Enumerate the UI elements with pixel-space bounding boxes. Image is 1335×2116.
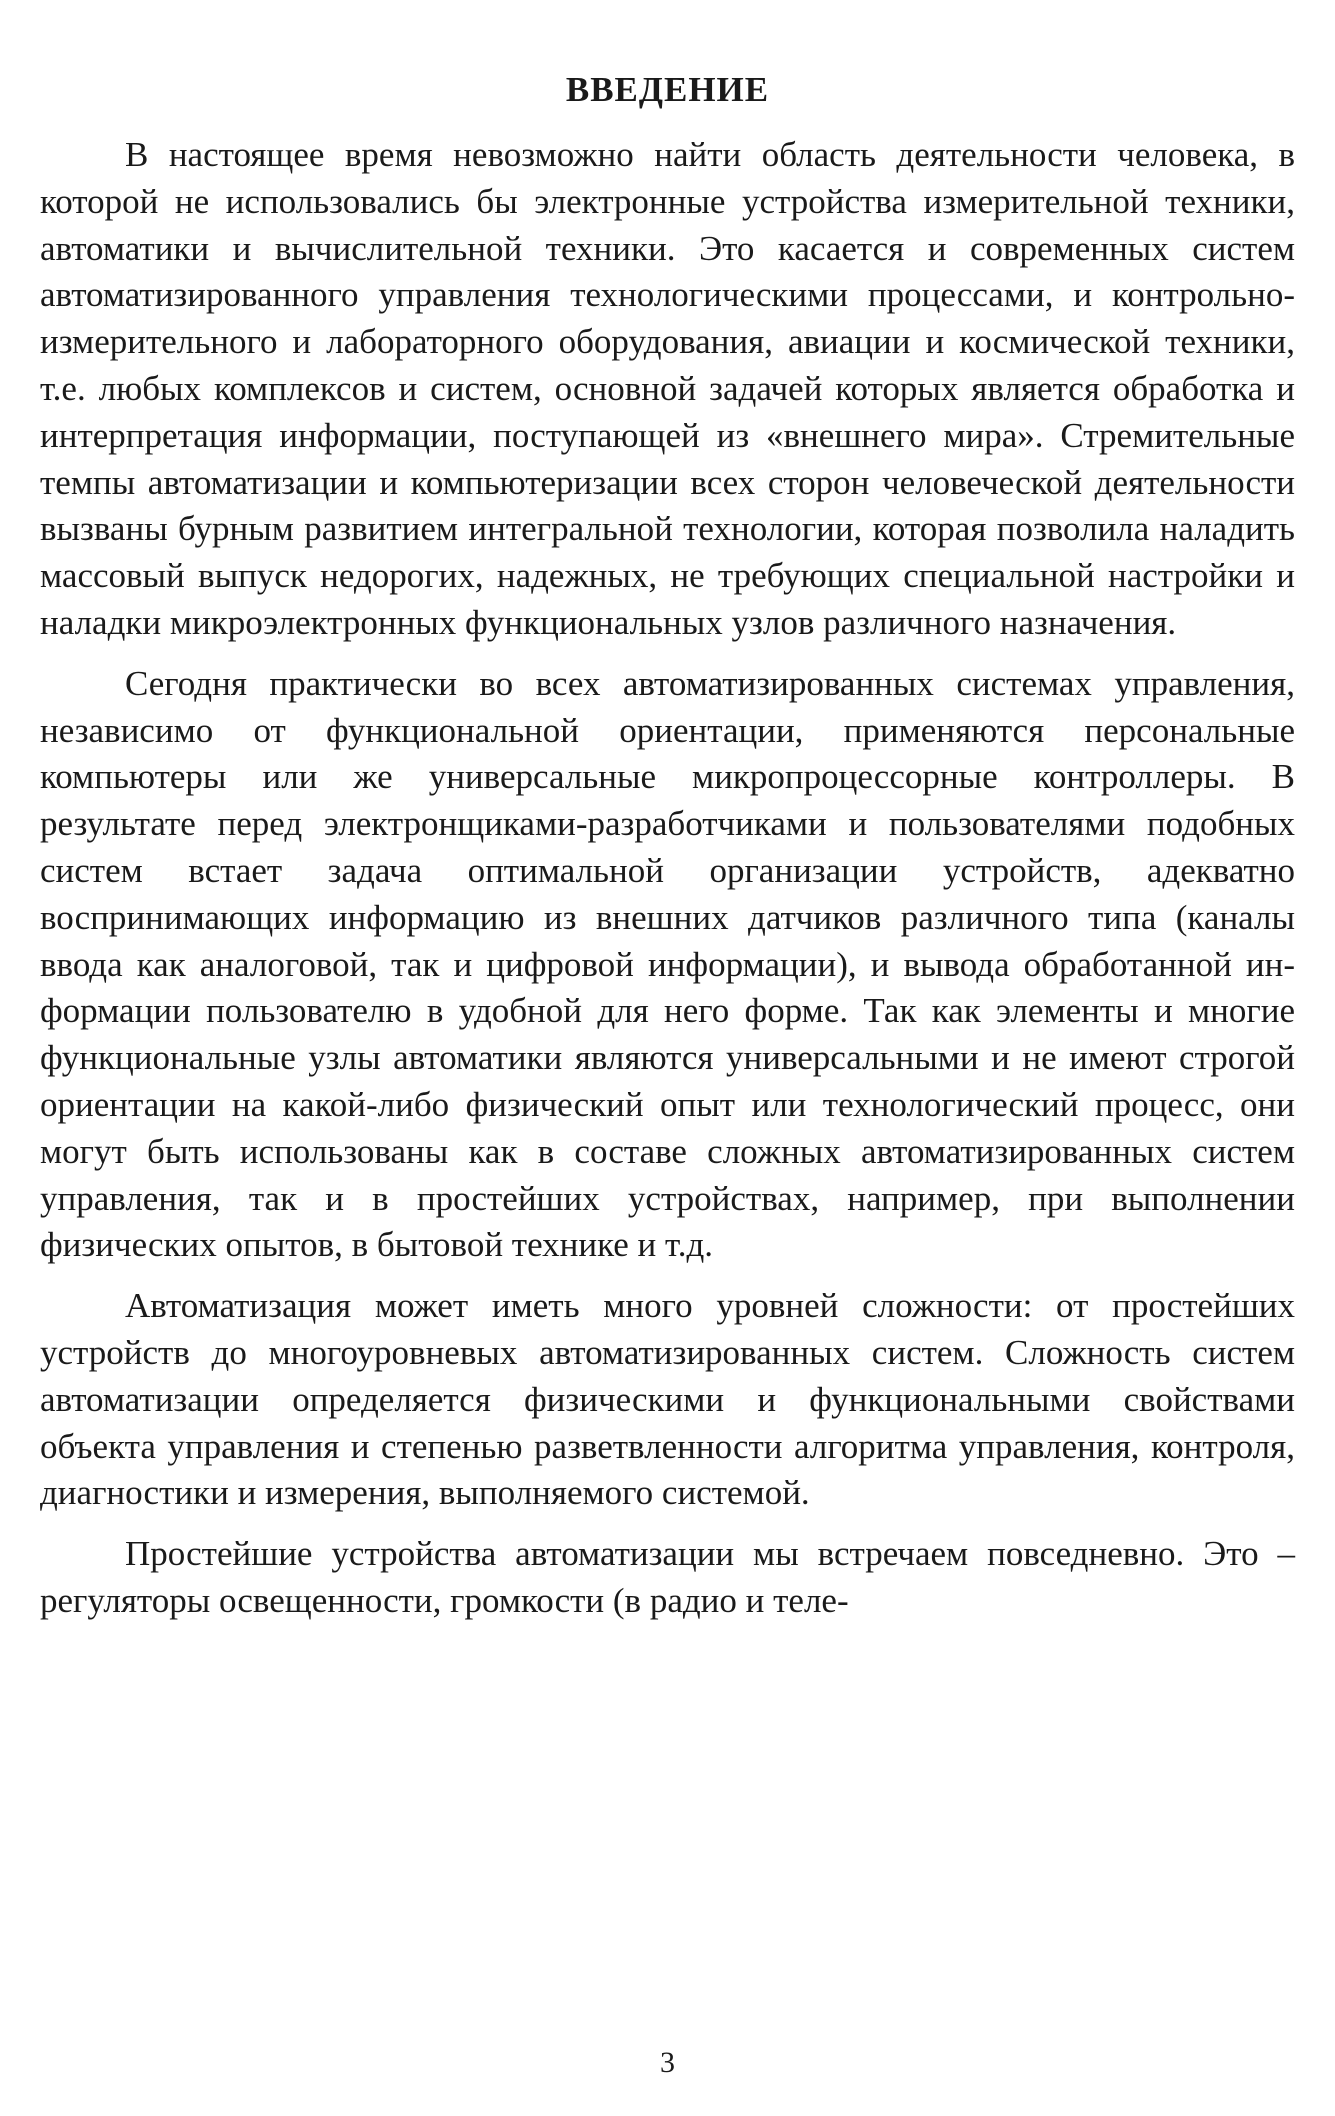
paragraph: Простейшие устройства автоматизации мы встречаем повседневно. Это – регуляторы освещенности, громкости (в радио и теле-: [40, 1534, 1295, 1620]
paragraph: В настоящее время невозможно найти область деятельности человека, в которой не использовались бы электронные устройства измерительной техники, автоматики и вычислительной техники. Это касается и современных систем автоматизированного управления технологическими процессами, и контрольно-измерительного и лабораторного оборудования, авиации и космической техники, т.е. любых комплексов и систем, основной задачей которых является обработка и интерпретация информации, поступающей из «внешнего мира». Стремительные темпы автоматизации и компьютеризации всех сторон человеческой деятельности вызваны бурным развитием интегральной технологии, которая позволила наладить массовый выпуск недорогих, надежных, не требующих специальной настройки и наладки микроэлектронных функциональных узлов различного назначения.: [40, 135, 1295, 642]
document-page: [40, 70, 1295, 1639]
paragraph: Сегодня практически во всех автоматизированных системах управления, независимо от функциональной ориентации, применяются персональные компьютеры или же универсальные микропроцессорные контроллеры. В результате перед электронщиками-разработчиками и пользователями подобных систем встает задача оптимальной организации устройств, адекватно воспринимающих информацию из внешних датчиков различного типа (каналы ввода как аналоговой, так и цифровой информации), и вывода обработанной информации пользователю в удобной для него форме. Так как элементы и многие функциональные узлы автоматики являются универсальными и не имеют строгой ориентации на какой-либо физический опыт или технологический процесс, они могут быть использованы как в составе сложных автоматизированных систем управления, так и в простейших устройствах, например, при выполнении физических опытов, в бытовой технике и т.д.: [40, 663, 1295, 1265]
paragraph: Автоматизация может иметь много уровней сложности: от простейших устройств до многоуровневых автоматизированных систем. Сложность систем автоматизации определяется физическими и функциональными свойствами объекта управления и степенью разветвленности алгоритма управления, контроля, диагностики и измерения, выполняемого системой.: [40, 1286, 1295, 1513]
page-title: ВВЕДЕНИЕ: [565, 70, 770, 109]
page-number: 3: [660, 2046, 675, 2079]
